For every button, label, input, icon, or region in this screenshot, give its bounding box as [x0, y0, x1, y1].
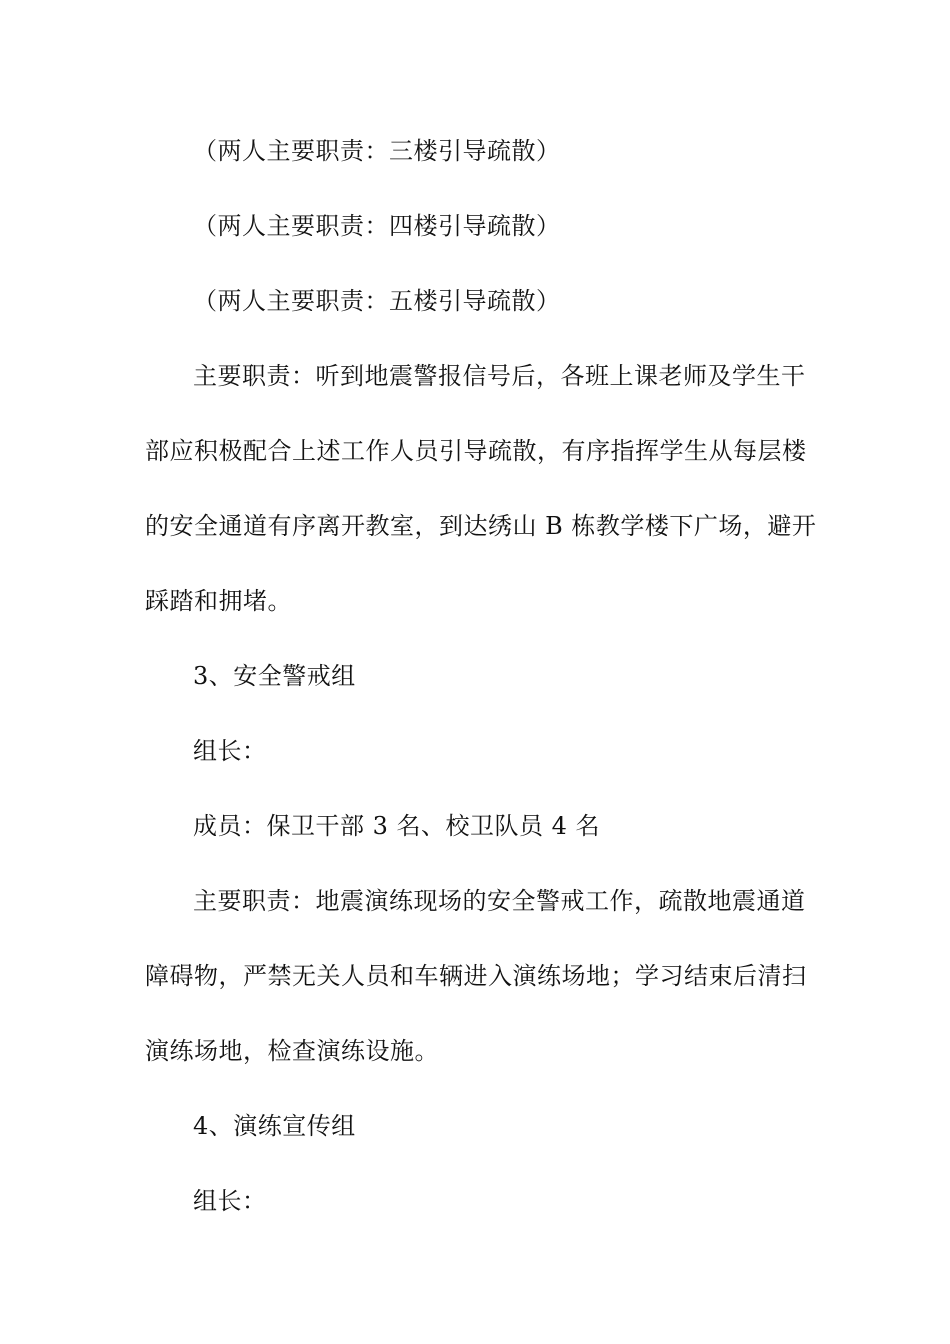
publicity-group-leader: 组长： [193, 1187, 267, 1215]
paragraph-evacuation-duties-line-3: 的安全通道有序离开教室，到达绣山 B 栋教学楼下广场，避开 [145, 512, 817, 540]
text-line-third-floor: （两人主要职责：三楼引导疏散） [193, 137, 561, 165]
security-group-members: 成员：保卫干部 3 名、校卫队员 4 名 [193, 812, 601, 840]
paragraph-evacuation-duties-line-2: 部应积极配合上述工作人员引导疏散，有序指挥学生从每层楼 [145, 437, 807, 465]
paragraph-security-duties-line-2: 障碍物，严禁无关人员和车辆进入演练场地；学习结束后清扫 [145, 962, 807, 990]
text-line-fifth-floor: （两人主要职责：五楼引导疏散） [193, 287, 561, 315]
paragraph-security-duties-line-3: 演练场地，检查演练设施。 [145, 1037, 439, 1065]
section-heading-publicity-group: 4、演练宣传组 [193, 1112, 356, 1140]
security-group-leader: 组长： [193, 737, 267, 765]
paragraph-evacuation-duties-line-4: 踩踏和拥堵。 [145, 587, 292, 615]
paragraph-security-duties-line-1: 主要职责：地震演练现场的安全警戒工作，疏散地震通道 [193, 887, 806, 915]
text-line-fourth-floor: （两人主要职责：四楼引导疏散） [193, 212, 561, 240]
section-heading-security-group: 3、安全警戒组 [193, 662, 356, 690]
paragraph-evacuation-duties-line-1: 主要职责：听到地震警报信号后，各班上课老师及学生干 [193, 362, 806, 390]
